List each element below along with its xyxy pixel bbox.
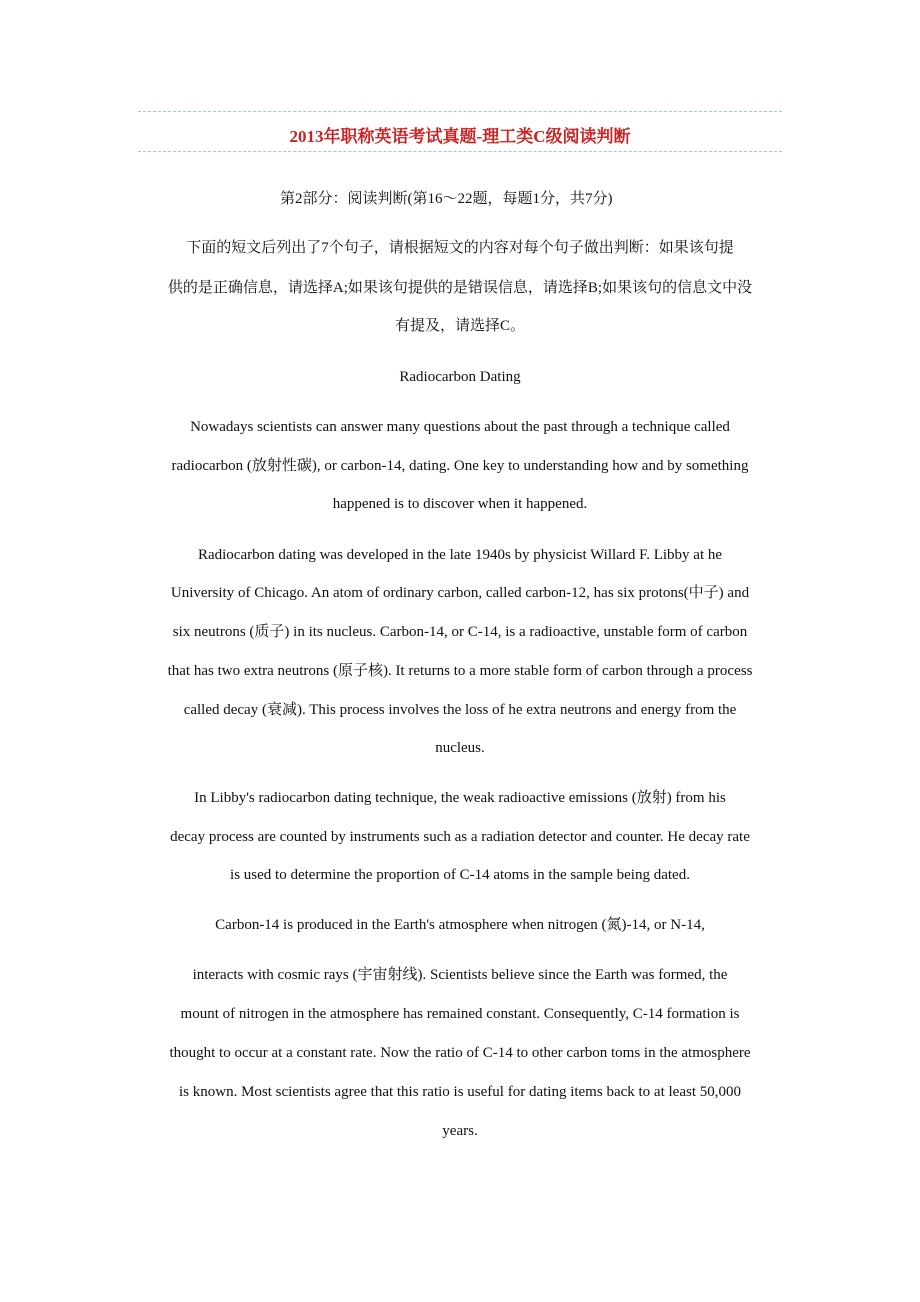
paragraph-4-line-1: Carbon-14 is produced in the Earth's atmosphere when nitrogen (氮)-14, or N-14, [215,917,705,933]
paragraph-4-line-6: years. [442,1123,478,1139]
paragraph-4-line-2: interacts with cosmic rays (宇宙射线). Scientists believe since the Earth was formed, the [192,967,728,983]
paragraph-2-line-2: University of Chicago. An atom of ordinary carbon, called carbon-12, has six protons(中子) and [170,585,750,601]
paragraph-2-line-3: six neutrons (质子) in its nucleus. Carbon-14, or C-14, is a radioactive, unstable form of carbon [172,624,748,640]
document-title: 2013年职称英语考试真题-理工类C级阅读判断 [289,127,631,146]
title-top-rule [138,111,782,112]
paragraph-4-line-3: mount of nitrogen in the atmosphere has remained constant. Consequently, C-14 formation is [180,1006,740,1022]
paragraph-2-line-6: nucleus. [435,740,485,756]
paragraph-1-line-2: radiocarbon (放射性碳), or carbon-14, dating. One key to understanding how and by something [171,458,749,474]
instructions-line-3: 有提及，请选择C。 [394,318,525,334]
instructions-line-1: 下面的短文后列出了7个句子，请根据短文的内容对每个句子做出判断：如果该句提 [186,240,734,256]
paragraph-3-line-2: decay process are counted by instruments such as a radiation detector and counter. He decay rate [170,829,750,845]
paragraph-3-line-3: is used to determine the proportion of C-14 atoms in the sample being dated. [230,867,690,883]
paragraph-1-line-3: happened is to discover when it happened. [332,496,588,512]
paragraph-2-line-4: that has two extra neutrons (原子核). It returns to a more stable form of carbon through a process [167,663,753,679]
paragraph-1-line-1: Nowadays scientists can answer many questions about the past through a technique called [190,419,730,435]
section-header: 第2部分：阅读判断(第16～22题，每题1分，共7分) [280,191,613,207]
passage-title: Radiocarbon Dating [399,369,521,385]
title-bottom-rule [138,151,782,152]
instructions-line-2: 供的是正确信息，请选择A;如果该句提供的是错误信息，请选择B;如果该句的信息文中没 [167,280,753,296]
paragraph-4-line-4: thought to occur at a constant rate. Now the ratio of C-14 to other carbon toms in the atmosphere [169,1045,751,1061]
paragraph-2-line-1: Radiocarbon dating was developed in the late 1940s by physicist Willard F. Libby at he [197,547,723,563]
paragraph-2-line-5: called decay (衰减). This process involves the loss of he extra neutrons and energy from the [183,702,737,718]
paragraph-4-line-5: is known. Most scientists agree that this ratio is useful for dating items back to at least 50,000 [179,1084,741,1100]
paragraph-3-line-1: In Libby's radiocarbon dating technique, the weak radioactive emissions (放射) from his [194,790,726,806]
